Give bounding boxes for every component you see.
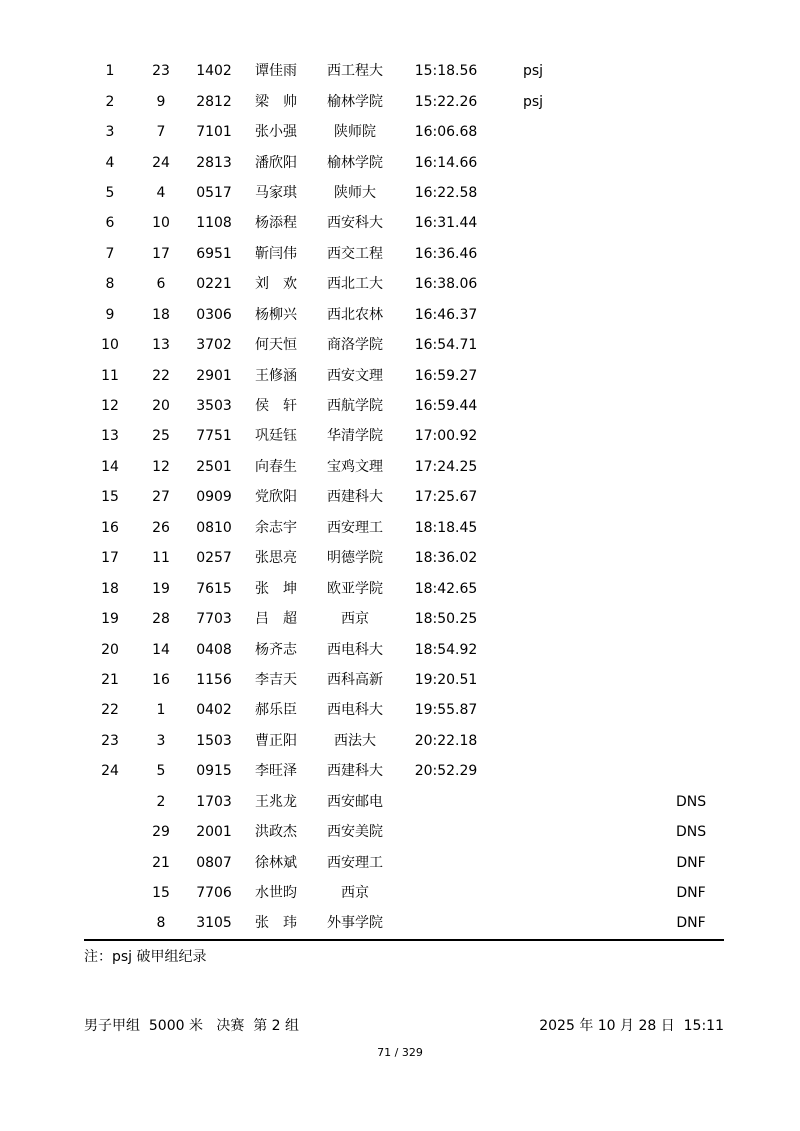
table-row: 20 14 0408 杨齐志 西电科大 18:54.92	[101, 641, 478, 658]
table-row: 6 10 1108 杨添程 西安科大 16:31.44	[105, 215, 478, 232]
table-row: 21 0807 徐林斌 西安理工 DNF	[152, 854, 706, 871]
table-row: 29 2001 洪政杰 西安美院 DNS	[152, 824, 707, 841]
table-row: 5 4 0517 马家琪 陕师大 16:22.58	[105, 184, 478, 201]
table-row: 2 1703 王兆龙 西安邮电 DNS	[156, 793, 707, 810]
table-row: 13 25 7751 巩廷钰 华清学院 17:00.92	[101, 428, 478, 445]
table-row: 15 7706 水世昀 西京 DNF	[152, 885, 706, 902]
table-row: 11 22 2901 王修涵 西安文理 16:59.27	[101, 367, 478, 384]
table-row: 17 11 0257 张思亮 明德学院 18:36.02	[101, 550, 478, 567]
table-row: 24 5 0915 李旺泽 西建科大 20:52.29	[101, 763, 478, 780]
table-row: 18 19 7615 张 坤 欧亚学院 18:42.65	[101, 580, 478, 597]
print-datetime: 2025 年 10 月 28 日 15:11	[539, 1018, 724, 1034]
table-row: 3 7 7101 张小强 陕师院 16:06.68	[105, 124, 478, 141]
record-note-cell: psj	[523, 93, 544, 110]
page-number: 71 / 329	[377, 1046, 423, 1059]
table-row: 10 13 3702 何天恒 商洛学院 16:54.71	[101, 337, 478, 354]
table-row: 4 24 2813 潘欣阳 榆林学院 16:14.66	[105, 154, 478, 171]
table-row: 15 27 0909 党欣阳 西建科大 17:25.67	[101, 489, 478, 506]
table-row: 16 26 0810 余志宇 西安理工 18:18.45	[101, 519, 478, 536]
table-row: 23 3 1503 曹正阳 西法大 20:22.18	[101, 732, 478, 749]
table-row: 1 23 1402 谭佳雨 西工程大 15:18.56 psj	[105, 63, 544, 80]
footnote: 注：psj 破甲组纪录	[84, 949, 207, 965]
event-title: 男子甲组 5000 米 决赛 第 2 组	[84, 1018, 300, 1034]
table-row: 2 9 2812 梁 帅 榆林学院 15:22.26 psj	[105, 93, 544, 110]
table-row: 21 16 1156 李吉天 西科高新 19:20.51	[101, 671, 478, 688]
table-row: 22 1 0402 郝乐臣 西电科大 19:55.87	[101, 702, 478, 719]
table-row: 7 17 6951 靳闫伟 西交工程 16:36.46	[105, 245, 478, 262]
table-row: 12 20 3503 侯 轩 西航学院 16:59.44	[101, 398, 478, 415]
table-row: 8 6 0221 刘 欢 西北工大 16:38.06	[105, 276, 478, 293]
table-row: 14 12 2501 向春生 宝鸡文理 17:24.25	[101, 458, 478, 475]
table-bottom-rule	[84, 939, 724, 941]
table-row: 9 18 0306 杨柳兴 西北农林 16:46.37	[105, 306, 478, 323]
record-note-cell: psj	[523, 63, 544, 80]
table-row: 19 28 7703 吕 超 西京 18:50.25	[101, 611, 478, 628]
results-table	[0, 56, 800, 939]
table-row: 8 3105 张 玮 外事学院 DNF	[156, 915, 706, 932]
